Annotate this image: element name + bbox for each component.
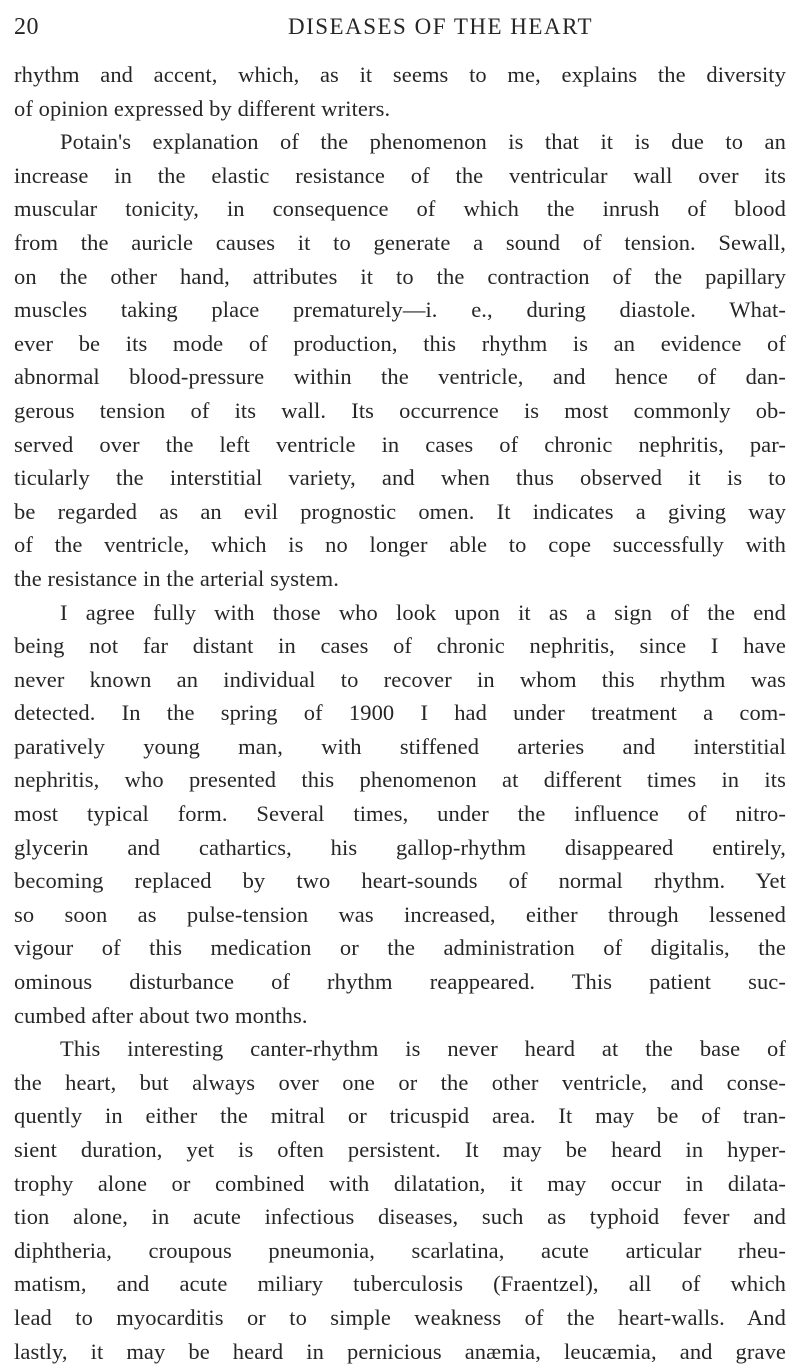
text-line: be regarded as an evil prognostic omen. It indicates a giving way xyxy=(14,498,786,524)
text-line: paratively young man, with stiffened arteries and interstitial xyxy=(14,733,786,759)
running-head xyxy=(0,14,800,44)
text-line: abnormal blood-pressure within the ventricle, and hence of dan- xyxy=(14,364,786,390)
text-line: muscular tonicity, in consequence of which the inrush of blood xyxy=(14,196,786,222)
text-line: lastly, it may be heard in pernicious anæmia, leucæmia, and grave xyxy=(14,1338,786,1364)
page-number: 20 xyxy=(14,14,39,40)
body-text xyxy=(14,58,786,1368)
text-line: served over the left ventricle in cases of chronic nephritis, par- xyxy=(14,431,786,457)
text-line: This interesting canter-rhythm is never heard at the base of xyxy=(60,1036,786,1062)
text-line: sient duration, yet is often persistent. It may be heard in hyper- xyxy=(14,1137,786,1162)
text-line: ticularly the interstitial variety, and when thus observed it is to xyxy=(14,465,786,491)
text-line: nephritis, who presented this phenomenon at different times in its xyxy=(14,767,786,793)
text-line: lead to myocarditis or to simple weakness of the heart-walls. And xyxy=(14,1304,786,1330)
text-line: so soon as pulse-tension was increased, either through lessened xyxy=(14,901,786,927)
text-line: the heart, but always over one or the other ventricle, and conse- xyxy=(14,1069,786,1095)
text-line: increase in the elastic resistance of the ventricular wall over its xyxy=(14,162,786,188)
text-line: becoming replaced by two heart-sounds of normal rhythm. Yet xyxy=(14,868,786,894)
text-line: cumbed after about two months. xyxy=(14,1002,308,1028)
text-line: tion alone, in acute infectious diseases, such as typhoid fever and xyxy=(14,1204,786,1230)
text-line: matism, and acute miliary tuberculosis (Fraentzel), all of which xyxy=(14,1271,786,1297)
text-line: ever be its mode of production, this rhythm is an evidence of xyxy=(14,330,786,356)
text-line: Potain's explanation of the phenomenon is that it is due to an xyxy=(60,129,786,155)
text-line: trophy alone or combined with dilatation, it may occur in dilata- xyxy=(14,1170,786,1196)
text-line: most typical form. Several times, under the influence of nitro- xyxy=(14,801,786,827)
text-line: from the auricle causes it to generate a sound of tension. Sewall, xyxy=(14,229,786,255)
text-line: diphtheria, croupous pneumonia, scarlatina, acute articular rheu- xyxy=(14,1237,786,1263)
running-title: DISEASES OF THE HEART xyxy=(288,14,594,39)
text-line: the resistance in the arterial system. xyxy=(14,565,339,591)
text-line: glycerin and cathartics, his gallop-rhythm disappeared entirely, xyxy=(14,834,786,860)
text-line: being not far distant in cases of chronic nephritis, since I have xyxy=(14,633,786,659)
text-line: gerous tension of its wall. Its occurrence is most commonly ob- xyxy=(14,397,786,423)
text-line: muscles taking place prematurely—i. e., during diastole. What- xyxy=(14,297,786,323)
text-line: quently in either the mitral or tricuspid area. It may be of tran- xyxy=(14,1103,786,1129)
text-line: detected. In the spring of 1900 I had under treatment a com- xyxy=(14,700,786,726)
text-line: I agree fully with those who look upon it as a sign of the end xyxy=(60,599,786,625)
text-line: rhythm and accent, which, as it seems to me, explains the diversity xyxy=(14,62,786,87)
text-line: ominous disturbance of rhythm reappeared. This patient suc- xyxy=(14,969,786,995)
text-line: on the other hand, attributes it to the contraction of the papillary xyxy=(14,263,786,289)
text-line: vigour of this medication or the administration of digitalis, the xyxy=(14,935,786,961)
text-line: of the ventricle, which is no longer able to cope successfully with xyxy=(14,532,786,558)
text-line: of opinion expressed by different writers. xyxy=(14,95,391,121)
text-line: never known an individual to recover in whom this rhythm was xyxy=(14,666,786,692)
